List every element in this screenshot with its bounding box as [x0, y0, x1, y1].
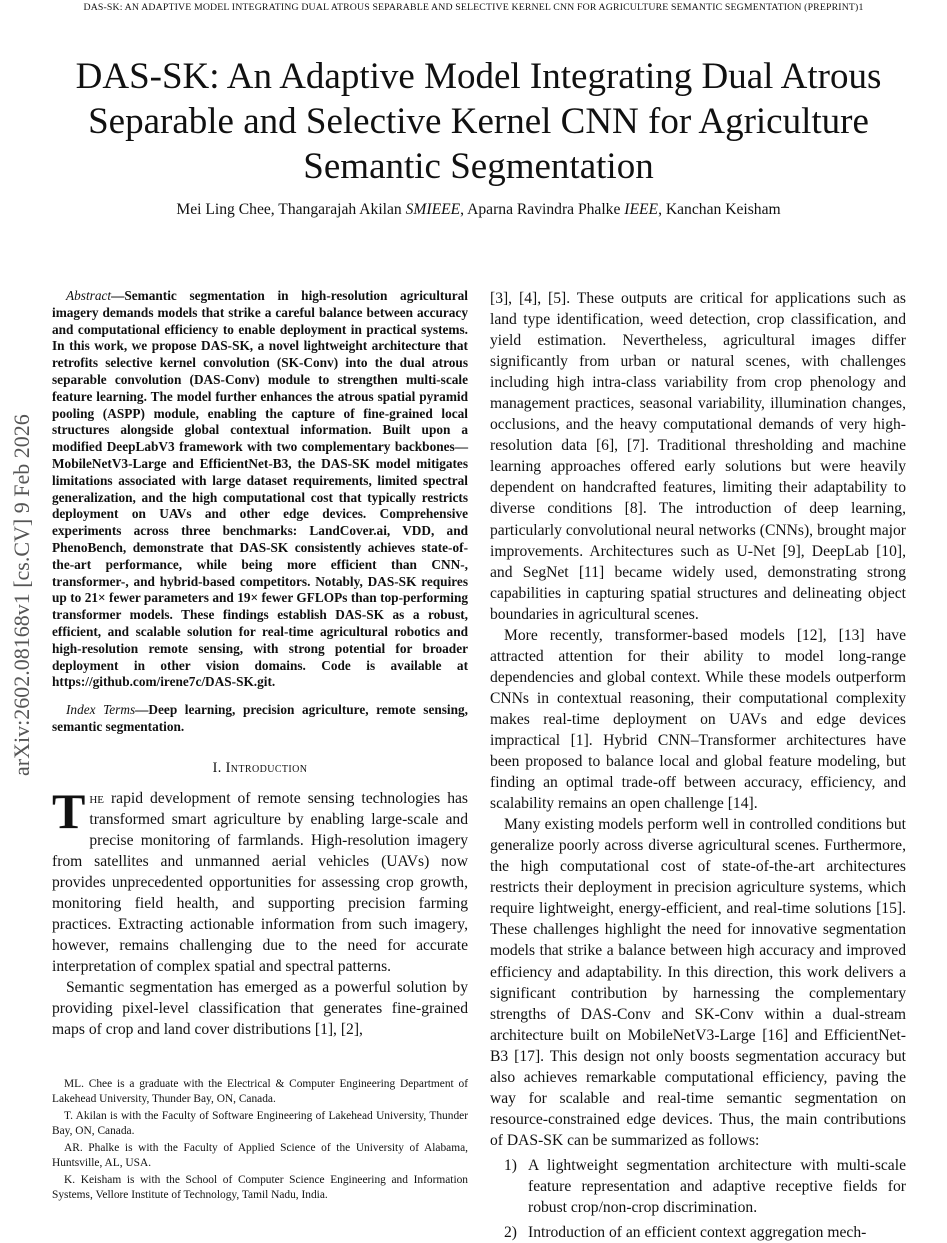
- footnote-chee: ML. Chee is a graduate with the Electrical & Computer Engineering Department of Lakehead University, Thunder Bay, ON, Canada.: [52, 1078, 468, 1105]
- running-header-text: DAS-SK: AN ADAPTIVE MODEL INTEGRATING DUAL ATROUS SEPARABLE AND SELECTIVE KERNEL CNN FOR AGRICULTURE SEMANTIC SEGMENTATION (PREPRINT): [83, 2, 859, 13]
- intro-paragraph-2: Semantic segmentation has emerged as a powerful solution by providing pixel-level classification that generates fine-grained maps of crop and land cover distributions [1], [2],: [52, 979, 468, 1039]
- intro-paragraph-1: [52, 782, 468, 977]
- footnotes: [52, 1077, 468, 1205]
- author-list: [40, 201, 917, 219]
- running-header: [0, 2, 947, 13]
- contribution-list: [490, 1155, 906, 1243]
- index-terms-text: —Deep learning, precision agriculture, remote sensing, semantic segmentation.: [52, 702, 468, 734]
- footnote-keisham: K. Keisham is with the School of Computer Science Engineering and Information Systems, Vellore Institute of Technology, Tamil Nadu, India.: [52, 1174, 468, 1201]
- drop-cap: T: [52, 782, 86, 839]
- list-item-number: 2): [504, 1224, 517, 1242]
- index-terms: [52, 702, 468, 736]
- author-phalke: , Aparna Ravindra Phalke: [460, 201, 625, 218]
- index-terms-label: Index Terms: [66, 702, 136, 718]
- section-title: Introduction: [225, 759, 308, 776]
- footnote-phalke: AR. Phalke is with the Faculty of Applied Science of the University of Alabama, Huntsville, AL, USA.: [52, 1142, 468, 1169]
- intro-paragraph-3: More recently, transformer-based models [12], [13] have attracted attention for their ability to model long-range dependencies and global context. While these models outperform CNNs in contextual reasoning, their computational complexity makes real-time deployment on UAVs and edge devices impractical [1]. Hybrid CNN–Transformer architectures have been proposed to balance local and global feature modeling, but finding an optimal trade-off between accuracy, efficiency, and scalability remains an open challenge [14].: [490, 626, 906, 813]
- intro-paragraph-1-text: rapid development of remote sensing technologies has transformed smart agriculture by enabling large-scale and precise monitoring of farmlands. High-resolution imagery from satellites and unmanned aerial vehicles (UAVs) now provides unprecedented opportunities for assessing crop growth, monitoring field health, and supporting precision farming practices. Extracting actionable information from such imagery, however, remains challenging due to the need for accurate interpretation of complex spatial and spectral patterns.: [52, 789, 468, 976]
- list-item-text: Introduction of an efficient context aggregation mech-: [528, 1224, 867, 1242]
- list-item-text: A lightweight segmentation architecture with multi-scale feature representation and adaptive receptive fields for robust crop/non-crop discrimination.: [528, 1156, 906, 1217]
- list-item-number: 1): [504, 1156, 517, 1174]
- page-number: 1: [858, 2, 864, 13]
- arxiv-stamp[interactable]: arXiv:2602.08168v1 [cs.CV] 9 Feb 2026: [9, 414, 34, 776]
- section-heading-introduction: [52, 758, 468, 779]
- list-item: [490, 1155, 906, 1218]
- section-number: I.: [212, 759, 226, 776]
- paper-title: DAS-SK: An Adaptive Model Integrating Dual Atrous Separable and Selective Kernel CNN for Agriculture Semantic Segmentation: [75, 56, 882, 187]
- drop-cap-rest: he: [89, 789, 105, 807]
- author-chee-akilan: Mei Ling Chee, Thangarajah Akilan: [176, 201, 406, 218]
- right-column: [490, 288, 906, 1243]
- intro-paragraph-4: Many existing models perform well in controlled conditions but generalize poorly across diverse agricultural scenes. Furthermore, the high computational cost of state-of-the-art architectures restricts their deployment in precision agriculture systems, which require lightweight, energy-efficient, and real-time solutions [15]. These challenges highlight the need for innovative segmentation models that strike a balance between high accuracy and improved efficiency and adaptability. In this direction, this work delivers a significant contribution by harnessing the complementary strengths of DAS-Conv and SK-Conv within a dual-stream architecture built on MobileNetV3-Large [16] and EfficientNet-B3 [17]. This design not only boosts segmentation accuracy but also achieves remarkable computational efficiency, paving the way for scalable and real-time semantic segmentation on resource-constrained edge devices. Thus, the main contributions of DAS-SK can be summarized as follows:: [490, 816, 906, 1149]
- author-affiliation-ieee: IEEE: [624, 201, 659, 218]
- footnote-akilan: T. Akilan is with the Faculty of Software Engineering of Lakehead University, Thunder Bay, ON, Canada.: [52, 1110, 468, 1137]
- author-keisham: , Kanchan Keisham: [658, 201, 781, 218]
- abstract: [52, 288, 468, 691]
- abstract-text: —Semantic segmentation in high-resolution agricultural imagery demands models that strike a careful balance between accuracy and computational efficiency to enable deployment in practical systems. In this work, we propose DAS-SK, a novel lightweight architecture that retrofits selective kernel convolution (SK-Conv) into the dual atrous separable convolution (DAS-Conv) module to strengthen multi-scale feature learning. The model further enhances the atrous spatial pyramid pooling (ASPP) module, enabling the capture of fine-grained local structures alongside global contextual information. Built upon a modified DeepLabV3 framework with two complementary backbones—MobileNetV3-Large and EfficientNet-B3, the DAS-SK model mitigates limitations associated with large dataset requirements, limited spectral generalization, and the high computational cost that typically restricts deployment on UAVs and other edge devices. Comprehensive experiments across three benchmarks: LandCover.ai, VDD, and PhenoBench, demonstrate that DAS-SK consistently achieves state-of-the-art performance, while being more efficient than CNN-, transformer-, and hybrid-based competitors. Notably, DAS-SK requires up to 21× fewer parameters and 19× fewer GFLOPs than top-performing transformer models. These findings establish DAS-SK as a robust, efficient, and scalable solution for real-time agricultural robotics and high-resolution remote sensing, with strong potential for broader deployment in other vision domains. Code is available at https://github.com/irene7c/DAS-SK.git.: [52, 288, 468, 690]
- list-item: [490, 1222, 906, 1243]
- left-column: [52, 288, 468, 1040]
- abstract-label: Abstract: [66, 288, 112, 303]
- author-affiliation-smieee: SMIEEE: [405, 201, 461, 218]
- intro-paragraph-2-continued: [3], [4], [5]. These outputs are critical for applications such as land type identification, weed detection, crop classification, and yield estimation. Nevertheless, agricultural images differ significantly from urban or natural scenes, with challenges including high intra-class variability from crop phenology and management practices, seasonal variability, illumination changes, occlusions, and the heavy computational demands of very high-resolution data [6], [7]. Traditional thresholding and machine learning approaches offered early solutions but were heavily dependent on handcrafted features, limiting their adaptability to diverse conditions [8]. The introduction of deep learning, particularly convolutional neural networks (CNNs), brought major improvements. Architectures such as U-Net [9], DeepLab [10], and SegNet [11] became widely used, demonstrating strong capabilities in capturing spatial structures and delineating object boundaries in agricultural scenes.: [490, 290, 906, 623]
